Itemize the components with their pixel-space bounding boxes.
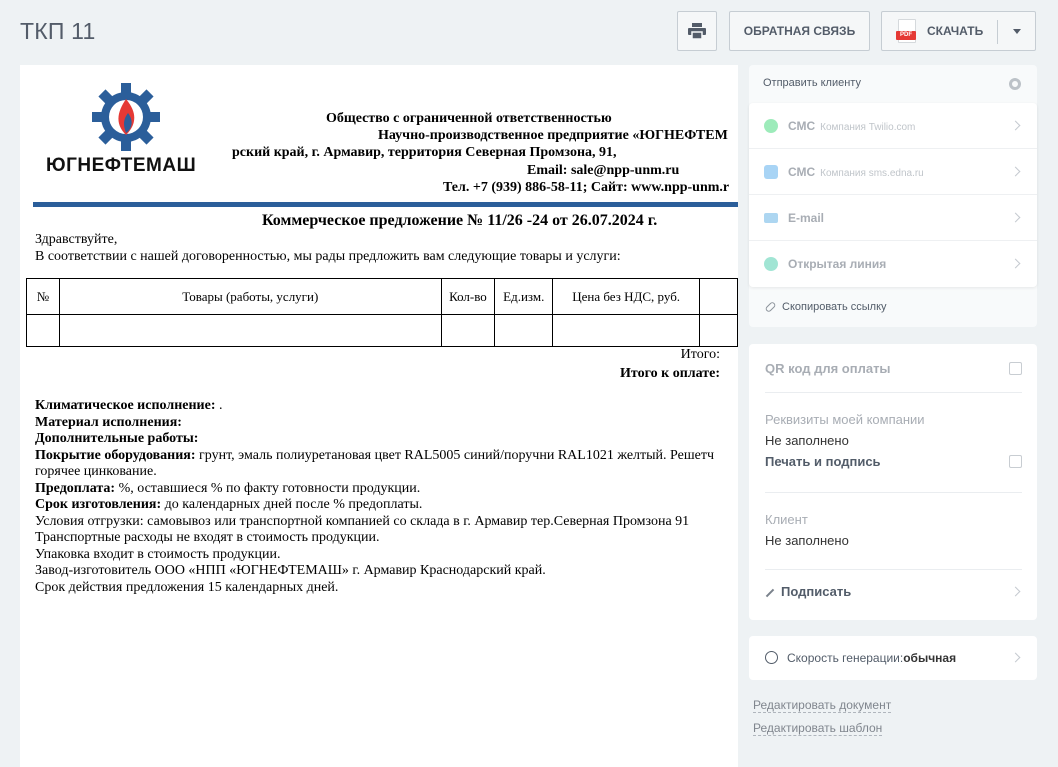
chevron-right-icon — [1011, 121, 1021, 131]
sign-label: Подписать — [781, 584, 852, 599]
chevron-right-icon — [1011, 167, 1021, 177]
table-header: Ед.изм. — [495, 279, 553, 315]
copy-link-label: Скопировать ссылку — [782, 301, 887, 313]
condition-label: Климатическое исполнение: — [35, 398, 216, 413]
edit-template-link[interactable]: Редактировать шаблон — [753, 721, 883, 735]
condition-line — [35, 464, 157, 480]
table-header: Товары (работы, услуги) — [59, 279, 441, 315]
condition-text: до календарных дней после % предоплаты. — [161, 497, 423, 512]
table-header: Цена без НДС, руб. — [553, 279, 700, 315]
company-line: рский край, г. Армавир, территория Северная Промзона, 91, — [232, 145, 617, 160]
condition-line — [35, 398, 223, 414]
qr-row — [765, 360, 1022, 378]
send-item-sub: Компания sms.edna.ru — [820, 168, 924, 179]
print-button[interactable] — [677, 11, 717, 51]
condition-line — [35, 497, 422, 513]
table-row — [27, 315, 738, 347]
edit-document-link[interactable]: Редактировать документ — [753, 698, 892, 712]
condition-label: Дополнительные работы: — [35, 431, 199, 446]
condition-text: %, оставшиеся % по факту готовности продукции. — [115, 480, 421, 496]
chevron-right-icon — [1011, 213, 1021, 223]
condition-text: грунт, эмаль полиуретановая цвет RAL5005 синий/поручни RAL1021 желтый. Решетч — [195, 447, 715, 463]
send-item-email[interactable] — [749, 195, 1037, 241]
pdf-file-icon: PDF — [896, 19, 918, 43]
send-item-open-line[interactable] — [749, 241, 1037, 287]
requisites-row[interactable] — [765, 412, 1022, 448]
condition-label: Предоплата: — [35, 480, 116, 496]
intro: В соответствии с нашей договоренностью, мы рады предложить вам следующие товары и услуги: — [35, 249, 621, 264]
qr-label: QR код для оплаты — [765, 361, 891, 376]
gear-icon[interactable] — [1009, 78, 1021, 90]
speed-label: Скорость генерации: — [787, 651, 904, 665]
company-email: Email: sale@npp-unm.ru — [527, 163, 680, 178]
condition-line — [35, 547, 280, 563]
company-logo — [20, 65, 235, 195]
condition-line — [35, 514, 689, 530]
condition-line — [35, 580, 338, 596]
condition-line — [35, 448, 714, 464]
speedometer-icon — [765, 651, 778, 664]
client-value: Не заполнено — [765, 533, 849, 548]
sign-button[interactable] — [765, 584, 851, 599]
requisites-label: Реквизиты моей компании — [765, 412, 925, 427]
pen-icon — [766, 588, 774, 596]
send-item-label: СМС — [788, 165, 816, 179]
client-label: Клиент — [765, 512, 808, 527]
condition-text: Завод-изготовитель ООО «НПП «ЮГНЕФТЕМАШ» г. Армавир Краснодарский край. — [35, 563, 546, 578]
condition-text: Условия отгрузки: самовывоз или транспортной компанией со склада в г. Армавир тер.Северная Промзона 91 — [35, 513, 690, 529]
feedback-button[interactable]: ОБРАТНАЯ СВЯЗЬ — [729, 11, 870, 51]
company-contacts: Тел. +7 (939) 886-58-11; Сайт: www.npp-unm.r — [443, 180, 730, 195]
company-line: Общество с ограниченной ответственностью — [326, 111, 612, 126]
mail-icon — [764, 213, 778, 223]
greeting: Здравствуйте, — [35, 232, 118, 247]
condition-line — [35, 481, 420, 497]
chevron-right-icon — [1011, 653, 1021, 663]
condition-text: Срок действия предложения 15 календарных дней. — [35, 579, 339, 595]
send-panel-title: Отправить клиенту — [763, 77, 861, 89]
document-settings-panel — [749, 344, 1037, 620]
table-header-row — [27, 279, 738, 315]
document-preview — [20, 65, 738, 767]
link-icon — [764, 301, 776, 313]
copy-link-button[interactable] — [765, 301, 887, 313]
client-row[interactable] — [765, 512, 1022, 548]
send-item-label: Открытая линия — [788, 257, 887, 271]
condition-text: горячее цинкование. — [35, 464, 157, 479]
total-pay-label: Итого к оплате: — [620, 366, 720, 381]
condition-line — [35, 431, 198, 447]
company-line: Научно-производственное предприятие «ЮГНЕФТЕМ — [378, 128, 728, 143]
requisites-value: Не заполнено — [765, 433, 849, 448]
chevron-down-icon[interactable] — [1013, 29, 1021, 34]
printer-icon — [688, 23, 706, 39]
condition-line — [35, 563, 546, 579]
stamp-label: Печать и подпись — [765, 454, 881, 469]
stamp-row — [765, 453, 1022, 471]
send-item-sub: Компания Twilio.com — [820, 122, 916, 133]
send-item-label: СМС — [788, 119, 816, 133]
total-label: Итого: — [680, 347, 720, 362]
qr-checkbox[interactable] — [1009, 362, 1022, 375]
send-to-client-panel — [749, 65, 1037, 327]
condition-label: Материал исполнения: — [35, 414, 182, 430]
stamp-checkbox[interactable] — [1009, 455, 1022, 468]
generation-speed-panel[interactable] — [749, 636, 1037, 680]
condition-text: Упаковка входит в стоимость продукции. — [35, 546, 281, 562]
condition-label: Покрытие оборудования: — [35, 447, 196, 463]
header-rule — [33, 202, 738, 207]
speed-value: обычная — [903, 651, 957, 665]
items-table — [26, 278, 738, 347]
table-header: Кол-во — [441, 279, 495, 315]
chat-icon — [764, 165, 778, 179]
download-label: СКАЧАТЬ — [927, 24, 984, 38]
table-header: № — [27, 279, 60, 315]
condition-text: . — [215, 398, 223, 413]
condition-label: Срок изготовления: — [35, 497, 162, 512]
condition-line — [35, 530, 380, 546]
offer-title: Коммерческое предложение № 11/26 -24 от 26.07.2024 г. — [262, 212, 658, 229]
download-button[interactable] — [881, 11, 1036, 51]
condition-text: Транспортные расходы не входят в стоимость продукции. — [35, 530, 380, 545]
send-channels-list — [749, 103, 1037, 287]
logo-text: ЮГНЕФТЕМАШ — [46, 155, 197, 176]
open-line-icon — [764, 257, 778, 271]
send-item-label: E-mail — [788, 211, 825, 225]
send-item-whatsapp-sms[interactable] — [749, 103, 1037, 149]
chevron-right-icon — [1011, 587, 1021, 597]
chevron-right-icon — [1011, 259, 1021, 269]
condition-line — [35, 415, 182, 431]
gear-logo-icon — [92, 83, 160, 151]
send-item-edna-sms[interactable] — [749, 149, 1037, 195]
page-title: ТКП 11 — [20, 18, 96, 44]
whatsapp-icon — [764, 119, 778, 133]
